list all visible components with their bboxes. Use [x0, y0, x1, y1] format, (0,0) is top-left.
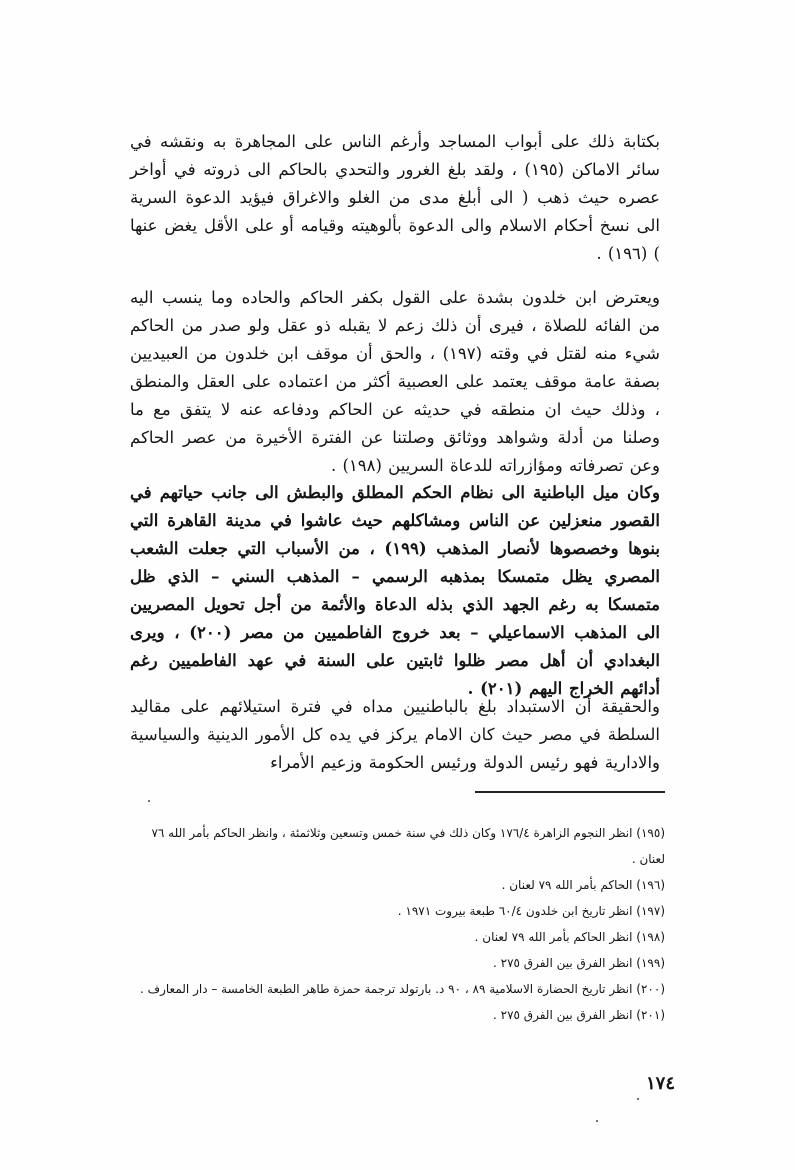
- paragraph-2-text: ويعترض ابن خلدون بشدة على القول بكفر الحاكم والحاده وما ينسب اليه من الفائه للصلاة ، فيرى أن ذلك زعم لا يقبله ذو عقل ولو صدر من الحاكم شيء منه لقتل في وقته (١٩٧) ، والحق أن موقف ابن خلدون من العبيديين بصفة عامة موقف يعتمد على العصبية أكثر من اعتماده على العقل والمنطق ، وذلك حيث ان منطقه في حديثه عن الحاكم ودفاعه عنه لا يتفق مع ما وصلنا من أدلة وشواهد ووثائق وصلتنا عن الفترة الأخيرة من عصر الحاكم وعن تصرفاته ومؤازراته للدعاة السريين (١٩٨) .: [130, 288, 660, 475]
- footnote-197: (١٩٧) انظر تاريخ ابن خلدون ٦٠/٤ طبعة بيروت ١٩٧١ .: [397, 904, 665, 918]
- scan-speck: [637, 1098, 639, 1100]
- paragraph-2: [130, 284, 660, 480]
- paragraph-3-text: وكان ميل الباطنية الى نظام الحكم المطلق والبطش الى جانب حياتهم في القصور منعزلين عن الناس ومشاكلهم حيث عاشوا في مدينة القاهرة التي بنوها وخصصوها لأنصار المذهب (١٩٩) ، من الأسباب التي جعلت الشعب المصري يظل متمسكا بمذهبه الرسمي – المذهب السني – الذي ظل متمسكا به رغم الجهد الذي بذله الدعاة والأئمة من أجل تحويل المصريين الى المذهب الاسماعيلي – بعد خروج الفاطميين من مصر (٢٠٠) ، ويرى البغدادي أن أهل مصر ظلوا ثابتين على السنة في عهد الفاطميين رغم أدائهم الخراج اليهم (٢٠١) .: [130, 483, 660, 698]
- footnote-199: (١٩٩) انظر الفرق بين الفرق ٢٧٥ .: [493, 956, 665, 970]
- scan-speck: [596, 1120, 598, 1122]
- paragraph-1-text: بكتابة ذلك على أبواب المساجد وأرغم الناس على المجاهرة به ونقشه في سائر الاماكن (١٩٥) ، ولقد بلغ الغرور والتحدي بالحاكم الى ذروته في أواخر عصره حيث ذهب ( الى أبلغ مدى من الغلو والاغراق فيؤيد الدعوة السرية الى نسخ أحكام الاسلام والى الدعوة بألوهيته وقيامه أو على الأقل يغض عنها ) (١٩٦) .: [130, 132, 660, 263]
- footnote-196: (١٩٦) الحاكم بأمر الله ٧٩ لعنان .: [501, 878, 665, 892]
- paragraph-1: [130, 128, 660, 268]
- paragraph-4: [130, 693, 660, 777]
- page-number: ١٧٤: [645, 1073, 675, 1094]
- footnote-200: (٢٠٠) انظر تاريخ الحضارة الاسلامية ٨٩ ، ٩٠ د. بارتولد ترجمة حمزة طاهر الطبعة الخامسة – دار المعارف .: [140, 982, 665, 996]
- paragraph-3: [130, 479, 660, 703]
- footnote-divider: [475, 791, 665, 793]
- scan-speck: [148, 800, 150, 802]
- footnote-195: (١٩٥) انظر النجوم الزاهرة ١٧٦/٤ وكان ذلك في سنة خمس وتسعين وثلاثمئة ، وانظر الحاكم بأمر الله ٧٦ لعنان .: [151, 826, 665, 866]
- footnotes: [130, 820, 665, 1028]
- footnote-201: (٢٠١) انظر الفرق بين الفرق ٢٧٥ .: [493, 1008, 665, 1022]
- footnote-198: (١٩٨) انظر الحاكم بأمر الله ٧٩ لعنان .: [474, 930, 665, 944]
- paragraph-4-text: والحقيقة أن الاستبداد بلغ بالباطنيين مداه في فترة استيلائهم على مقاليد السلطة في مصر حيث كان الامام يركز في يده كل الأمور الدينية والسياسية والادارية فهو رئيس الدولة ورئيس الحكومة وزعيم الأمراء: [130, 697, 660, 772]
